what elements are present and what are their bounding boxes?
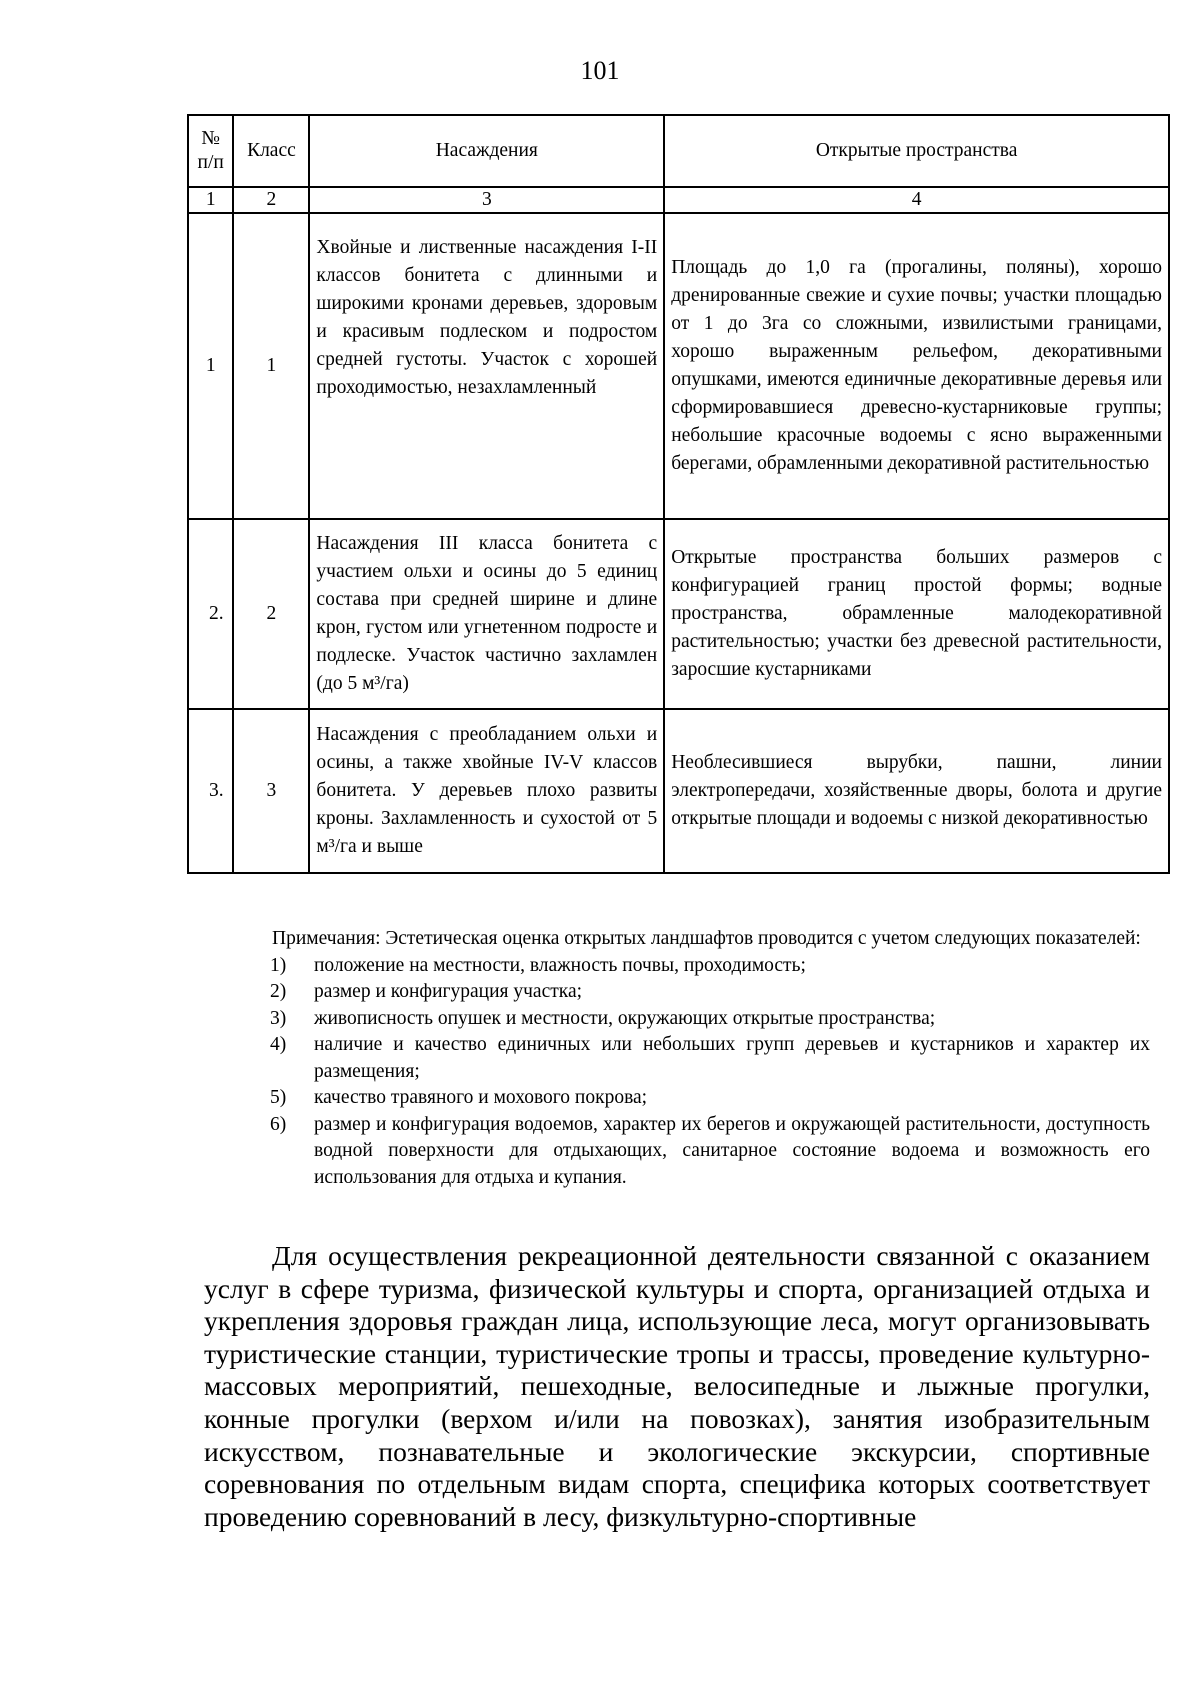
row-number: 2. (188, 519, 233, 709)
col-number-3: 3 (309, 187, 664, 213)
header-plantings: Насаждения (309, 115, 664, 187)
plantings-text: Хвойные и лиственные насаждения I-II классов бонитета с длинными и широкими кронами деревьев, здоровым и красивым подлеском и подростом средней густоты. Участок с хорошей проходимостью, незахламленный (316, 237, 658, 398)
list-item-number: 1) (270, 954, 287, 976)
plantings-text: Насаждения III класса бонитета с участием ольхи и осины до 5 единиц состава при средней ширине и длине крон, густом или угнетенном подросте и подлеске. Участок частично захламлен (до 5 м³/га) (316, 533, 658, 694)
list-item-number: 6) (270, 1113, 287, 1135)
row-class: 1 (233, 213, 309, 519)
open-spaces-text: Площадь до 1,0 га (прогалины, поляны), хорошо дренированные свежие и сухие почвы; участки площадью от 1 до 3га со сложными, извилистыми границами, хорошо выраженным рельефом, декоративными опушками, имеются единичные декоративные деревья или сформировавшиеся древесно-кустарниковые группы; небольшие красочные водоемы с ясно выраженными берегами, обрамленными декоративной растительностью (671, 257, 1162, 474)
body-paragraph: Для осуществления рекреационной деятельности связанной с оказанием услуг в сфере туризма, физической культуры и спорта, организацией отдыха и укрепления здоровья граждан лица, использующие леса, могут организовывать туристические станции, туристические тропы и трассы, проведение культурно-массовых мероприятий, пешеходные, велосипедные и лыжные прогулки, конные прогулки (верхом и/или на повозках), занятия изобразительным искусством, познавательные и экологические экскурсии, спортивные соревнования по отдельным видам спорта, специфика которых соответствует проведению соревнований в лесу, физкультурно-спортивные (204, 1240, 1150, 1532)
list-item-number: 2) (270, 981, 287, 1002)
table-row (188, 213, 1169, 519)
row-open-spaces (664, 213, 1169, 519)
row-number: 1 (188, 213, 233, 519)
list-item (270, 1112, 1150, 1192)
table-header-row (188, 115, 1169, 187)
list-item (270, 1032, 1150, 1085)
row-open-spaces (664, 709, 1169, 873)
col-number-4: 4 (664, 187, 1169, 213)
col-number-2: 2 (233, 187, 309, 213)
list-item-text: живописность опушек и местности, окружающих открытые пространства; (314, 1007, 936, 1029)
table-row (188, 519, 1169, 709)
list-item-text: качество травяного и мохового покрова; (314, 1087, 648, 1108)
list-item-number: 5) (270, 1087, 287, 1108)
header-class: Класс (233, 115, 309, 187)
row-plantings (309, 709, 664, 873)
notes-section (204, 926, 1150, 1191)
list-item-text: наличие и качество единичных или небольших групп деревьев и кустарников и характер их размещения; (314, 1034, 1150, 1082)
table-row (188, 709, 1169, 873)
landscape-class-table (187, 114, 1170, 874)
list-item-number: 3) (270, 1007, 287, 1029)
list-item (270, 1006, 1150, 1033)
row-plantings (309, 213, 664, 519)
row-class: 2 (233, 519, 309, 709)
plantings-text: Насаждения с преобладанием ольхи и осины, а также хвойные IV-V классов бонитета. У деревьев плохо развиты кроны. Захламленность и сухостой от 5 м³/га и выше (316, 724, 658, 857)
list-item (270, 953, 1150, 980)
row-plantings (309, 519, 664, 709)
list-item-text: размер и конфигурация водоемов, характер их берегов и окружающей растительности, доступность водной поверхности для отдыхающих, санитарное состояние водоема и возможность его использования для отдыха и купания. (314, 1113, 1150, 1188)
open-spaces-text: Открытые пространства больших размеров с конфигурацией границ простой формы; водные пространства, обрамленные малодекоративной растительностью; участки без древесной растительности, заросшие кустарниками (671, 547, 1162, 680)
page-number: 101 (580, 56, 620, 85)
list-item-text: положение на местности, влажность почвы, проходимость; (314, 954, 806, 976)
col-number-1: 1 (188, 187, 233, 213)
notes-list (204, 953, 1150, 1192)
notes-intro: Примечания: Эстетическая оценка открытых ландшафтов проводится с учетом следующих показателей: (272, 928, 1141, 949)
list-item (270, 1085, 1150, 1112)
column-number-row (188, 187, 1169, 213)
open-spaces-text: Необлесившиеся вырубки, пашни, линии электропередачи, хозяйственные дворы, болота и другие открытые площади и водоемы с низкой декоративностью (671, 752, 1162, 829)
list-item (270, 979, 1150, 1006)
row-open-spaces (664, 519, 1169, 709)
header-number: № п/п (188, 115, 233, 187)
header-open-spaces: Открытые пространства (664, 115, 1169, 187)
row-class: 3 (233, 709, 309, 873)
list-item-number: 4) (270, 1034, 287, 1055)
list-item-text: размер и конфигурация участка; (314, 981, 583, 1002)
row-number: 3. (188, 709, 233, 873)
